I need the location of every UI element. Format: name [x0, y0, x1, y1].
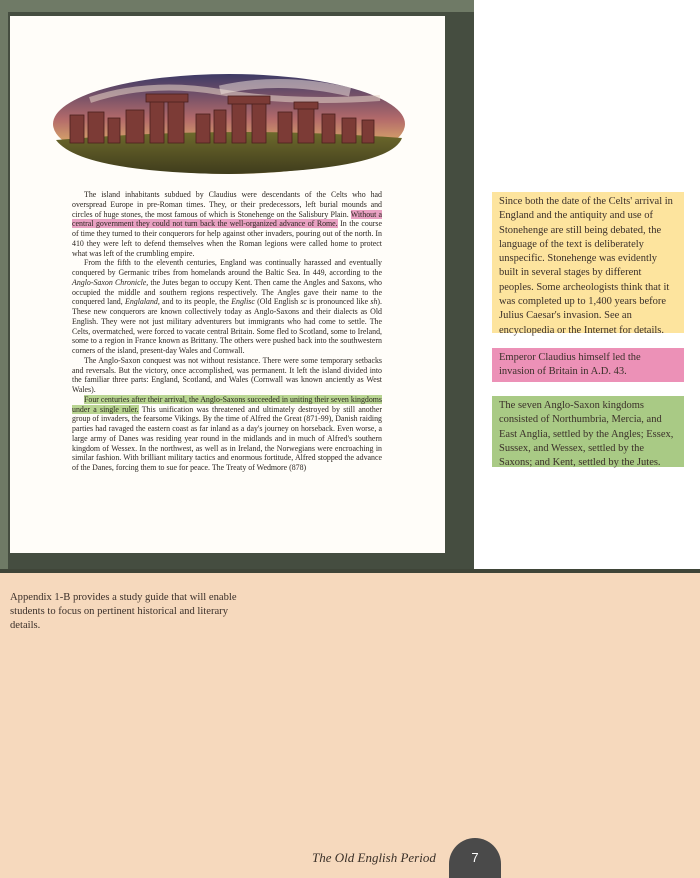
page-divider [0, 569, 700, 573]
paragraph-unification: Four centuries after their arrival, the Anglo-Saxons succeeded in uniting their seven kingdoms under a single ruler. This unification was threatened and ultimately destroyed by still another group of invaders, the fearsome Vikings. By the time of Alfred the Great (871-99), Danish raiding parties had ravaged the eastern coast as far inland as a day's journey on horseback. Even worse, a large army of Danes was residing year round in the midlands and in much of Alfred's southern kingdom of Wessex. In the northwest, as well as in Ireland, the Norwegians were encroaching in similar fashion. With brilliant military tactics and enormous fortitude, Alfred stopped the advance of the Danes, forcing them to sue for peace. The Treaty of Wedmore (878) [72, 394, 382, 472]
note-seven-kingdoms: The seven Anglo-Saxon kingdoms consisted of Northumbria, Mercia, and East Anglia, settled by the Angles; Essex, Sussex, and Wessex, settled by the Saxons; and Kent, settled by the Jutes. [492, 396, 684, 467]
page-number-badge: 7 [449, 838, 501, 878]
paragraph-conquest: The Anglo-Saxon conquest was not without resistance. There were some temporary setbacks and reversals. But the victory, once accomplished, was permanent. It left the island divided into the familiar three parts: England, Scotland, and Wales (Cornwall was known anciently as West Wales). [72, 355, 382, 394]
running-footer-title: The Old English Period [312, 850, 436, 865]
main-text-body [72, 190, 382, 473]
highlight-seven-kingdoms: Four centuries after their arrival, the Anglo-Saxons succeeded in uniting their seven kingdoms under a single ruler. [72, 394, 382, 414]
paragraph-celts: The island inhabitants subdued by Claudius were descendants of the Celts who had overspread Europe in pre-Roman times. They, or their predecessors, left burial mounds and circles of huge stones, the most famous of which is Stonehenge on the Salisbury Plain. Without a central government they could not turn back the well-organized advance of Rome. In the course of time they turned to their conquerors for help against other invaders, pouring out of the north. In 410 they were left to defend themselves when the Roman legions were called home to protect what was left of the crumbling empire. [72, 190, 382, 258]
note-claudius: Emperor Claudius himself led the invasion of Britain in A.D. 43. [492, 348, 684, 382]
appendix-note: Appendix 1-B provides a study guide that will enable students to focus on pertinent historical and literary details. [10, 592, 237, 631]
paragraph-germanic-tribes: From the fifth to the eleventh centuries, England was continually harassed and eventually conquered by Germanic tribes from homelands around the Baltic Sea. In 449, according to the Anglo-Saxon Chronicle, the Jutes began to occupy Kent. Then came the Angles and Saxons, who occupied the middle and southern regions respectively. The Angles gave their name to the conquered land, Englaland, and to its people, the Englisc (Old English sc is pronounced like sh). These new conquerors are known collectively today as Anglo-Saxons and their dialects as Old English. They were not just military adventurers but immigrants who had come to settle. The Celts, overmatched, were forced to vacate central Britain. Some fled to Scotland, some to Ireland, some to a region in France known as Brittany. The others were pushed back into the southwestern corners of the island, present-day Wales and Cornwall. [72, 258, 383, 355]
stonehenge-illustration [50, 70, 408, 178]
note-stonehenge: Since both the date of the Celts' arrival in England and the antiquity and use of Stonehenge are still being debated, the language of the text is deliberately unspecific. Stonehenge was evidently built in several stages by different peoples. Some archeologists think that it was completed up to 1,400 years before Julius Caesar's invasion. See an encyclopedia or the Internet for details. [492, 192, 684, 333]
highlight-rome: Without a central government they could not turn back the well-organized advance of Rome. [72, 209, 382, 229]
